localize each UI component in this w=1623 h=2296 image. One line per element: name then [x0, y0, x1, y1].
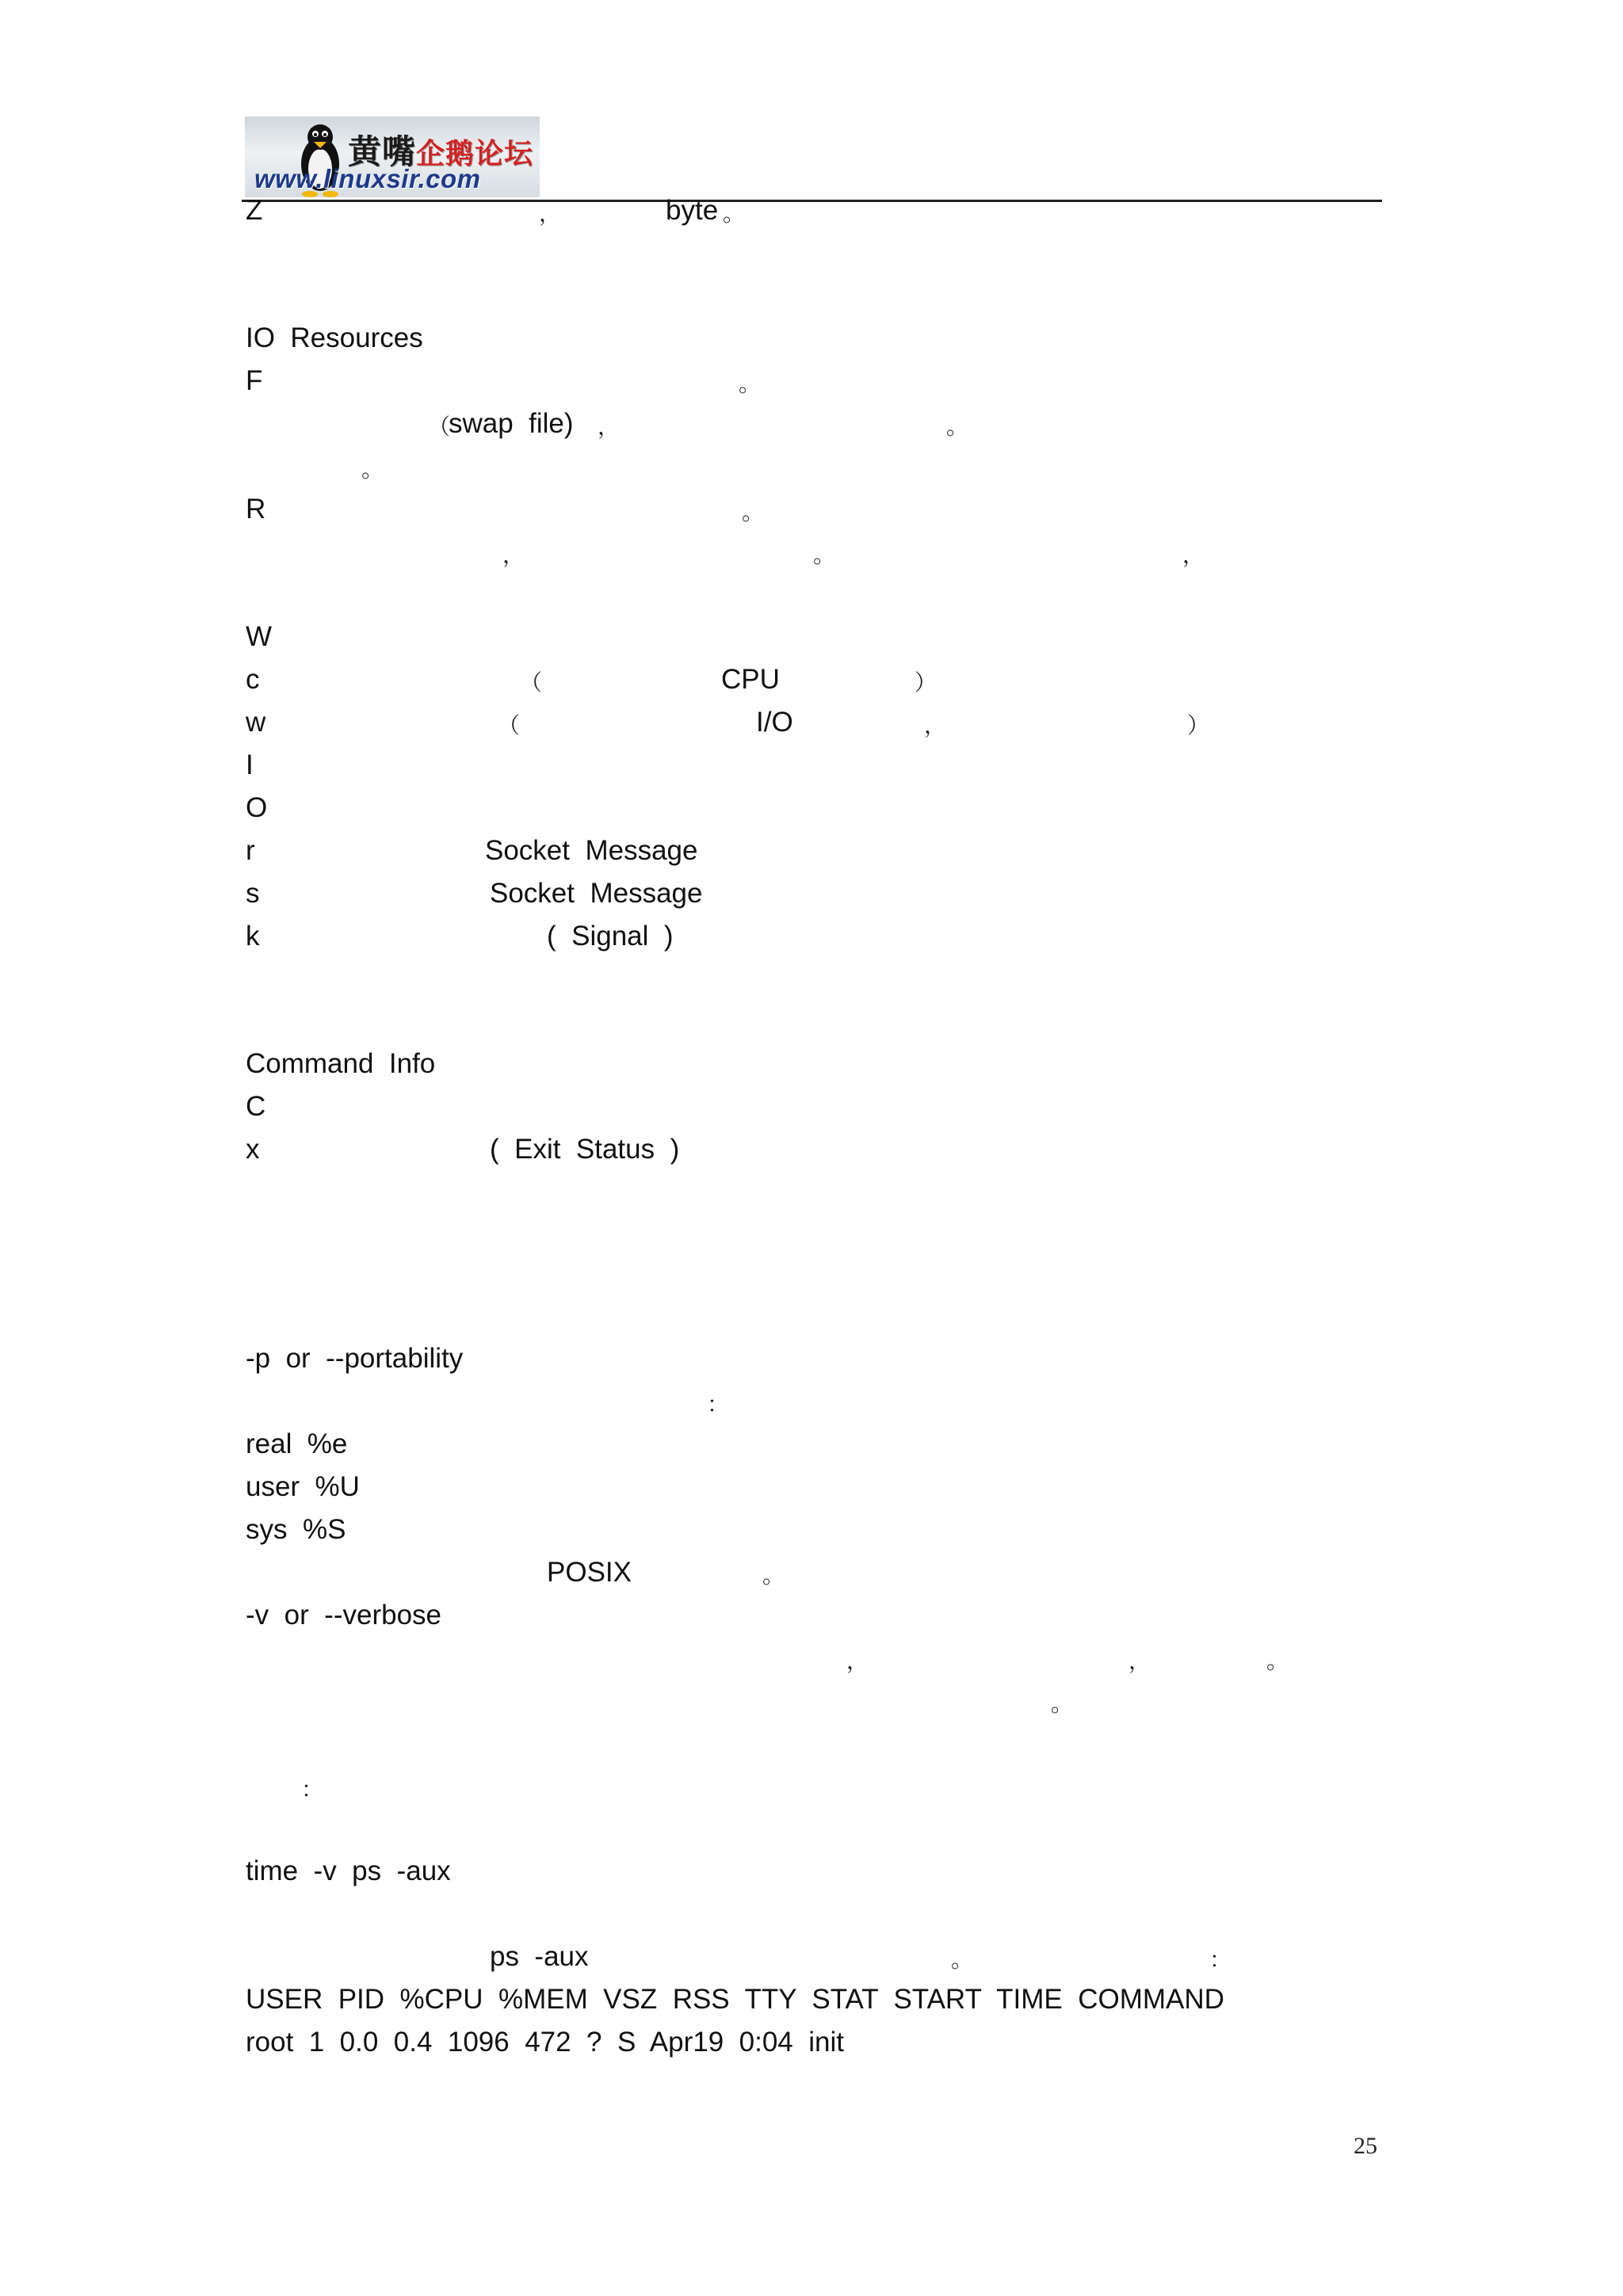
page-number: 25	[1354, 2133, 1377, 2159]
c-line-text: （	[520, 669, 543, 696]
x-line-text: ( Exit Status )	[490, 1134, 680, 1165]
verbose-line-text: -v or --verbose	[246, 1600, 441, 1630]
ps-aux-line-text: ：	[1209, 1947, 1232, 1973]
w-lower-line-text: ）	[1187, 712, 1210, 738]
io-resources-heading-text: IO Resources	[246, 322, 423, 353]
ps-aux-line-text: 。	[951, 1947, 974, 1973]
o-line-text: O	[246, 792, 268, 823]
w-lower-line-text: I/O	[756, 707, 793, 738]
ps-aux-line-text: ps -aux	[490, 1941, 589, 1972]
k-line-text: k	[246, 921, 260, 952]
ps-row-line-text: root 1 0.0 0.4 1096 472 ? S Apr19 0:04 init	[246, 2027, 844, 2058]
posix-line-text: POSIX	[547, 1557, 632, 1588]
command-info-heading-text: Command Info	[246, 1048, 436, 1079]
linuxsir-logo	[245, 116, 540, 197]
portability-line-text: -p or --portability	[246, 1343, 464, 1374]
r-lower-line-text: r	[246, 835, 255, 866]
w-lower-line-text: ，	[924, 712, 947, 738]
i-line-text: I	[246, 749, 254, 780]
verbose-desc-1-text: 。	[1266, 1648, 1289, 1674]
z-line-text: ，	[539, 200, 562, 227]
verbose-desc-1-text: ，	[1128, 1648, 1151, 1674]
f-line-text: 。	[739, 371, 762, 397]
swap-line-text: 。	[946, 414, 969, 440]
w-upper-line-text: W	[246, 621, 273, 652]
period-line-1-text: 。	[361, 456, 384, 482]
comma-line-text: 。	[813, 542, 836, 568]
verbose-desc-2-text: 。	[1051, 1691, 1074, 1717]
r-line-text: 。	[742, 499, 765, 525]
r-lower-line-text: Socket Message	[485, 835, 698, 866]
w-lower-line-text: w	[246, 707, 266, 738]
colon-line-1-text: ：	[707, 1391, 730, 1417]
verbose-desc-1-text: ，	[846, 1648, 869, 1674]
example-command-text: time -v ps -aux	[246, 1855, 451, 1886]
logo-brand-cn-2: 企鹅论坛	[416, 138, 534, 170]
user-line-text: user %U	[246, 1471, 360, 1502]
k-line-text: ( Signal )	[547, 921, 674, 952]
s-line-text: s	[246, 878, 260, 909]
z-line-text: byte	[666, 195, 719, 226]
f-line-text: F	[246, 365, 263, 396]
sys-line-text: sys %S	[246, 1514, 346, 1545]
swap-line-text: （	[428, 414, 451, 440]
comma-line-text: ，	[1182, 542, 1205, 568]
logo-brand-cn-1: 黄嘴	[348, 132, 417, 171]
z-line-text: Z	[246, 195, 263, 226]
w-lower-line-text: （	[498, 712, 521, 738]
comma-line-text: ，	[502, 542, 525, 568]
header-divider	[242, 200, 1382, 202]
s-line-text: Socket Message	[490, 878, 703, 909]
z-line-text: 。	[723, 200, 746, 227]
logo-url: www.linuxsir.com	[254, 164, 481, 193]
real-line-text: real %e	[246, 1428, 348, 1459]
r-line-text: R	[246, 494, 266, 524]
posix-line-text: 。	[762, 1562, 785, 1589]
c-line-text: ）	[915, 669, 938, 696]
colon-line-2-text: ：	[301, 1776, 324, 1802]
x-line-text: x	[246, 1134, 260, 1165]
swap-line-text: ，	[598, 414, 621, 440]
c-line-text: CPU	[721, 664, 780, 695]
swap-line-text: swap file)	[449, 408, 574, 439]
c-line-text: c	[246, 664, 260, 695]
c-upper-line-text: C	[246, 1091, 266, 1122]
ps-header-line-text: USER PID %CPU %MEM VSZ RSS TTY STAT START TIME COMMAND	[246, 1984, 1224, 2015]
